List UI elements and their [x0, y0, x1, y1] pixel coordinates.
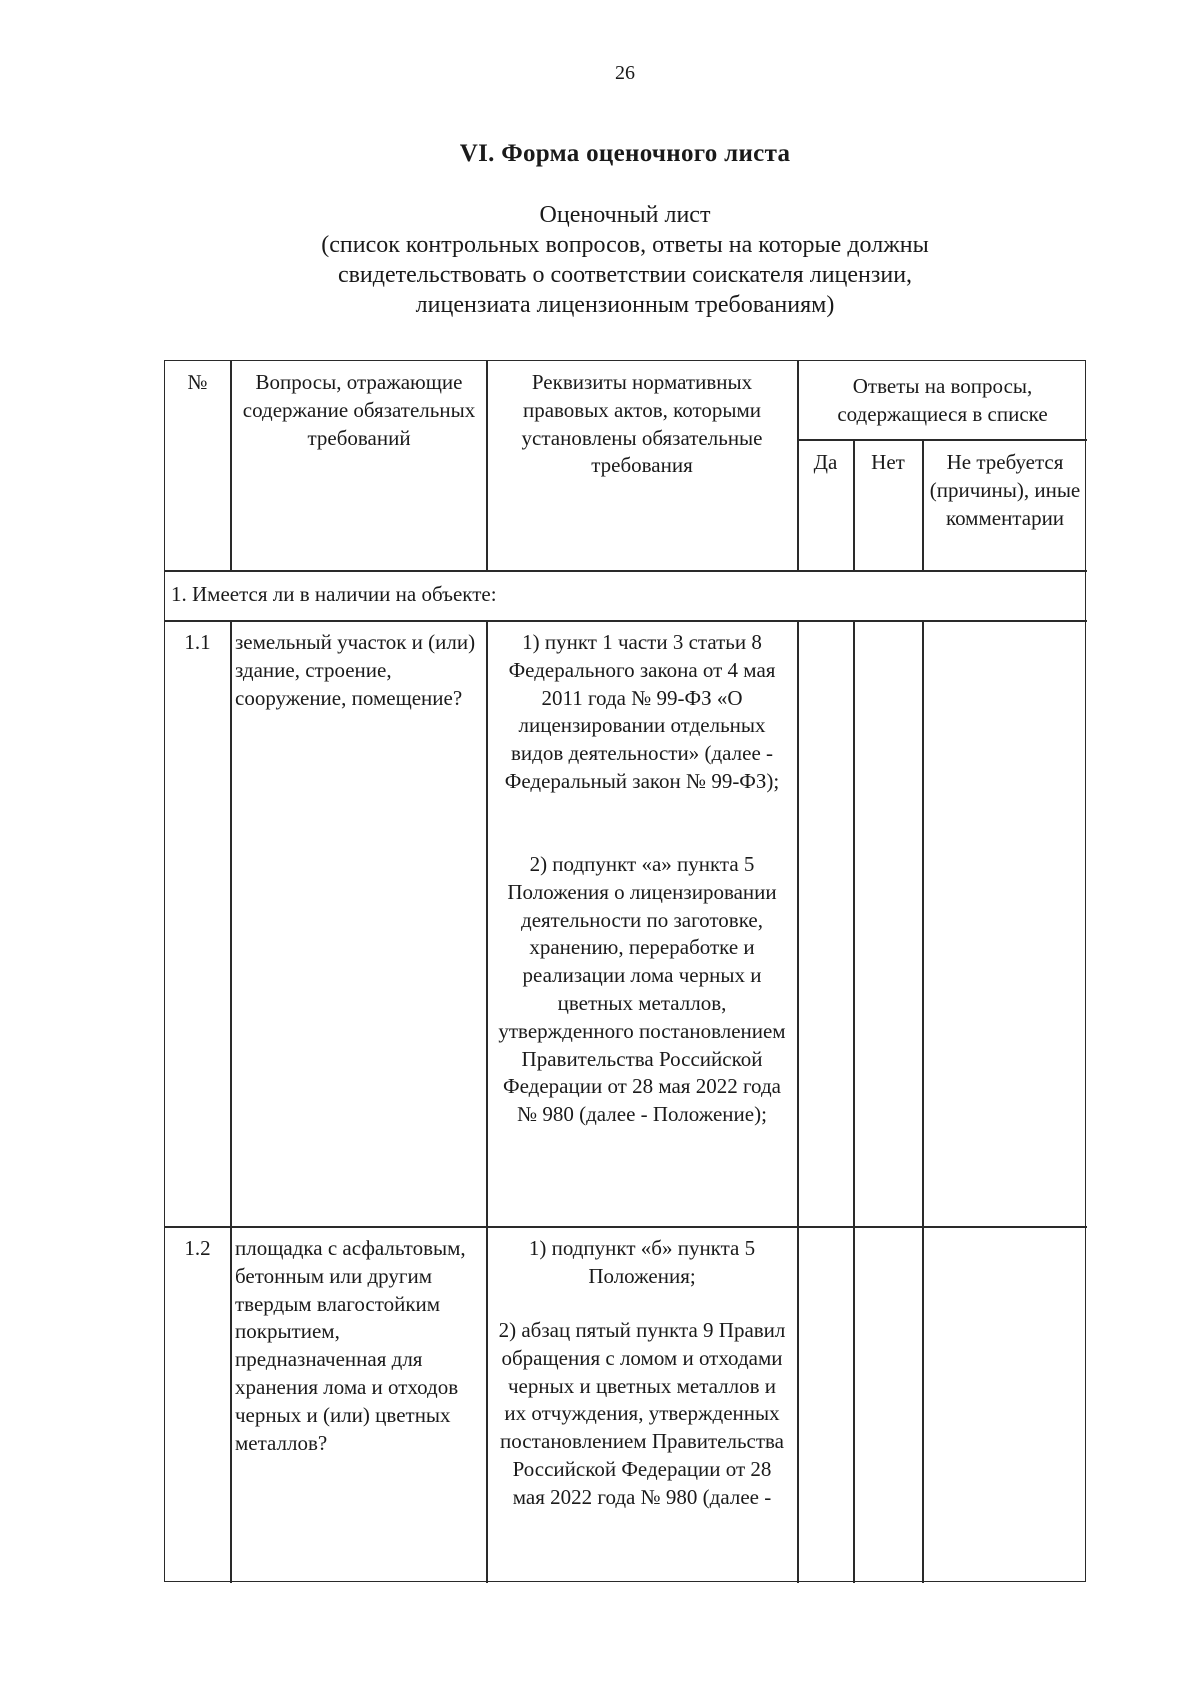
- row-1-1-requisites-2: 2) подпункт «а» пункта 5 Положения о лицензировании деятельности по заготовке, хранению, переработке и реализации лома черных и цветных металлов, утвержденного постановлением Правительства Российской Федерации от 28 мая 2022 года № 980 (далее - Положение);: [498, 852, 786, 1127]
- section-title: VI. Форма оценочного листа: [459, 140, 791, 167]
- row-1-1-question: земельный участок и (или) здание, строение, сооружение, помещение?: [235, 630, 476, 710]
- row-1-2-num: 1.2: [184, 1236, 211, 1260]
- row-1-2-requisites-1: 1) подпункт «б» пункта 5 Положения;: [528, 1236, 756, 1288]
- header-requisites: Реквизиты нормативных правовых актов, которыми установлены обязательные требования: [521, 370, 763, 478]
- row-1-1-bottom-line: [165, 1226, 1087, 1228]
- header-yes: Да: [813, 450, 838, 474]
- row-1-2-requisites-2: 2) абзац пятый пункта 9 Правил обращения с ломом и отходами черных и цветных металлов и их отчуждения, утвержденных постановлением Правительства Российской Федерации от 28 мая 2022 года № 980 (далее -: [498, 1318, 786, 1509]
- subtitle-line-1: Оценочный лист: [539, 202, 711, 228]
- answers-subheader-divider: [797, 439, 1087, 441]
- col-divider-requisites-body: [797, 620, 799, 1583]
- header-questions: Вопросы, отражающие содержание обязательных требований: [242, 370, 476, 450]
- subtitle-line-2: (список контрольных вопросов, ответы на которые должны: [321, 232, 929, 258]
- header-not-required: Не требуется (причины), иные комментарии: [929, 450, 1081, 530]
- row-1-2-question: площадка с асфальтовым, бетонным или другим твердым влагостойким покрытием, предназначенная для хранения лома и отходов черных и (или) цветных металлов?: [235, 1236, 466, 1455]
- assessment-table: [164, 360, 1086, 1582]
- page-number: 26: [615, 62, 635, 84]
- header-answers-group: Ответы на вопросы, содержащиеся в списке: [837, 374, 1048, 426]
- col-divider-num-body: [230, 620, 232, 1583]
- header-num: №: [187, 370, 208, 394]
- header-bottom-line: [165, 570, 1087, 572]
- form-subtitle: [0, 200, 1200, 320]
- row-1-1-requisites-1: 1) пункт 1 части 3 статьи 8 Федерального закона от 4 мая 2011 года № 99-ФЗ «О лицензировании отдельных видов деятельности» (далее - Федеральный закон № 99-ФЗ);: [504, 630, 780, 793]
- section-row-label: 1. Имеется ли в наличии на объекте:: [171, 582, 497, 606]
- col-divider-yes-body: [853, 620, 855, 1583]
- subtitle-line-3: свидетельствовать о соответствии соискателя лицензии,: [337, 262, 913, 288]
- section-row-bottom-line: [165, 620, 1087, 622]
- header-no: Нет: [871, 450, 905, 474]
- col-divider-no-body: [922, 620, 924, 1583]
- row-1-1-num: 1.1: [184, 630, 211, 654]
- subtitle-line-4: лицензиата лицензионным требованиям): [415, 292, 835, 318]
